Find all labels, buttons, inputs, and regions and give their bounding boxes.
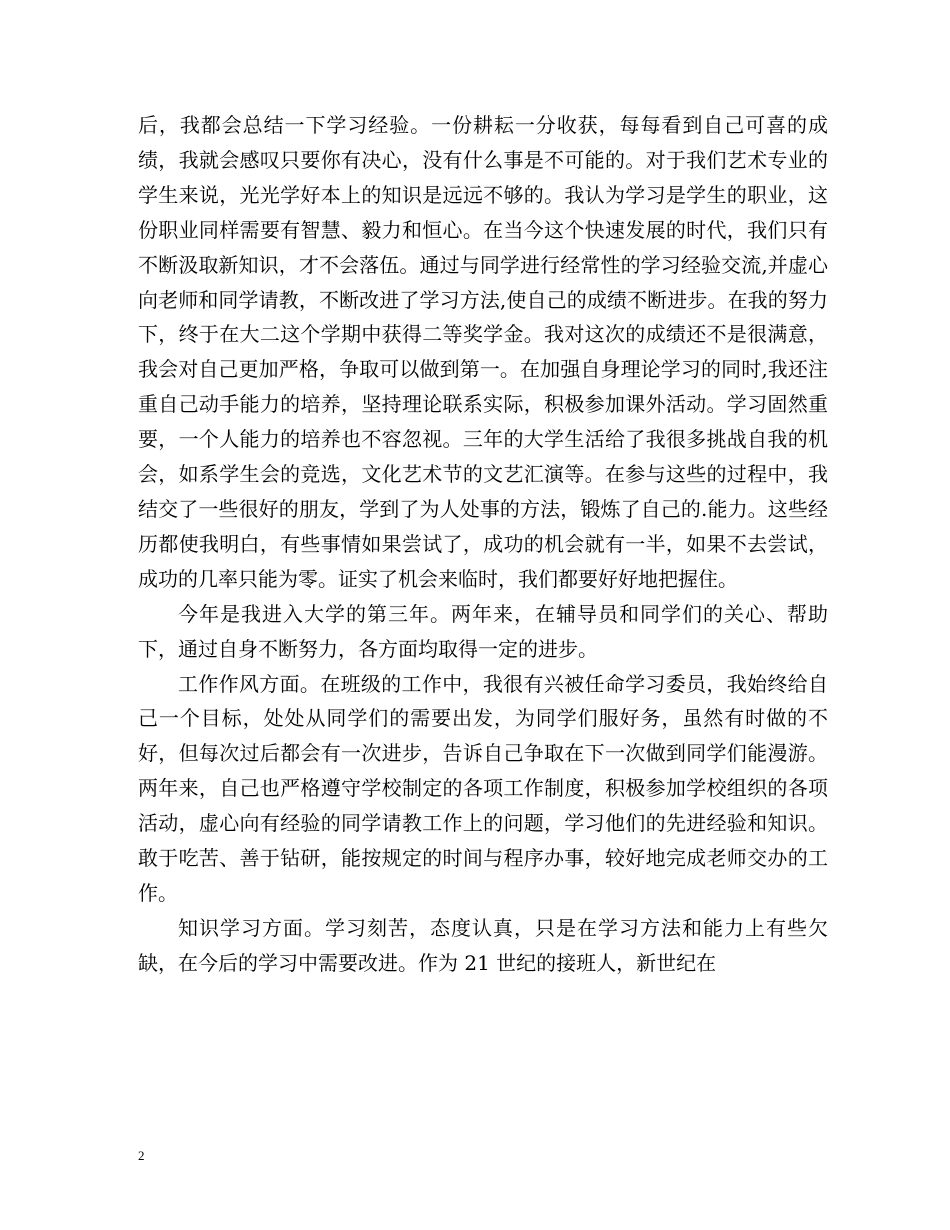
page-number: 2 (138, 1148, 145, 1163)
document-body (138, 108, 828, 981)
paragraph-third-year: 今年是我进入大学的第三年。两年来，在辅导员和同学们的关心、帮助下，通过自身不断努力，各方面均取得一定的进步。 (138, 601, 828, 661)
paragraph-study-experience: 后，我都会总结一下学习经验。一份耕耘一分收获，每每看到自己可喜的成绩，我就会感叹只要你有决心，没有什么事是不可能的。对于我们艺术专业的学生来说，光光学好本上的知识是远远不够的。我认为学习是学生的职业，这份职业同样需要有智慧、毅力和恒心。在当今这个快速发展的时代，我们只有不断汲取新知识，才不会落伍。通过与同学进行经常性的学习经验交流,并虚心向老师和同学请教，不断改进了学习方法,使自己的成绩不断进步。在我的努力下，终于在大二这个学期中获得二等奖学金。我对这次的成绩还不是很满意，我会对自己更加严格，争取可以做到第一。在加强自身理论学习的同时,我还注重自己动手能力的培养，坚持理论联系实际，积极参加课外活动。学习固然重要，一个人能力的培养也不容忽视。三年的大学生活给了我很多挑战自我的机会，如系学生会的竞选，文化艺术节的文艺汇演等。在参与这些的过程中，我结交了一些很好的朋友，学到了为人处事的方法，锻炼了自己的.能力。这些经历都使我明白，有些事情如果尝试了，成功的机会就有一半，如果不去尝试，成功的几率只能为零。证实了机会来临时，我们都要好好地把握住。 (138, 113, 828, 591)
paragraph-work-style: 工作作风方面。在班级的工作中，我很有兴被任命学习委员，我始终给自己一个目标，处处从同学们的需要出发，为同学们服好务，虽然有时做的不好，但每次过后都会有一次进步，告诉自己争取在下一次做到同学们能漫游。两年来，自己也严格遵守学校制定的各项工作制度，积极参加学校组织的各项活动，虚心向有经验的同学请教工作上的问题，学习他们的先进经验和知识。敢于吃苦、善于钻研，能按规定的时间与程序办事，较好地完成老师交办的工作。 (138, 671, 828, 905)
paragraph-knowledge-learning: 知识学习方面。学习刻苦，态度认真，只是在学习方法和能力上有些欠缺，在今后的学习中需要改进。作为 21 世纪的接班人，新世纪在 (138, 915, 828, 975)
